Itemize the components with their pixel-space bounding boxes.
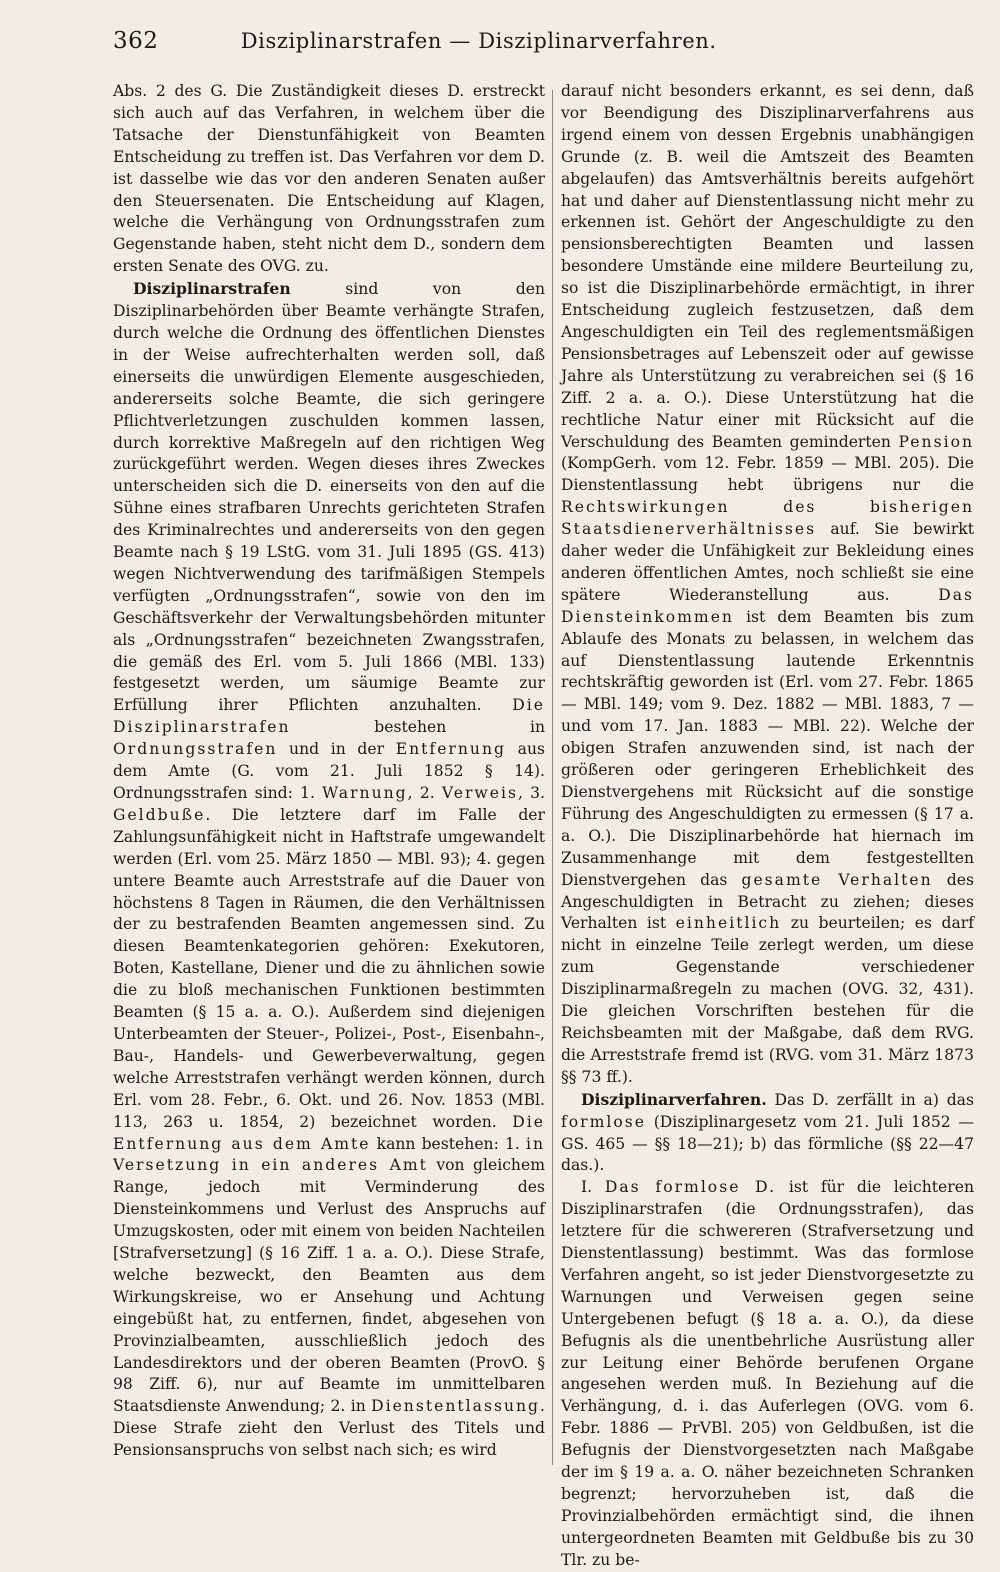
- lemma-disziplinarverfahren: Disziplinarverfahren.: [581, 1089, 767, 1109]
- left-column: [113, 81, 545, 1462]
- page-header: [113, 28, 765, 64]
- paragraph-continuation: Abs. 2 des G. Die Zuständigkeit dieses D. erstreckt sich auch auf das Verfahren, in welchem über die Tatsache der Dienstunfähigkeit von Beamten Entscheidung zu treffen ist. Das Verfahren vor dem D. ist dasselbe wie das vor den anderen Senaten außer den Steuersenaten. Die Entscheidung auf Klagen, welche die Verhängung von Ordnungsstrafen zum Gegenstande haben, steht nicht dem D., sondern dem ersten Senate des OVG. zu.: [113, 82, 545, 276]
- page-number: 362: [113, 28, 159, 54]
- paragraph-continuation-right: darauf nicht besonders erkannt, es sei denn, daß vor Beendigung des Disziplinarverfahrens aus irgend einem von dessen Ergebnis unabhängigen Grunde (z. B. weil die Amtszeit des Beamten abgelaufen) das Amtsverhältnis bereits aufgehört hat und daher auf Dienstentlassung nicht mehr zu erkennen ist. Gehört der Angeschuldigte zu den pensionsberechtigten Beamten und lassen besondere Umstände eine mildere Beurteilung zu, so ist die Disziplinarbehörde ermächtigt, in ihrer Entscheidung zugleich festzusetzen, daß dem Angeschuldigten ein Teil des reglementsmäßigen Pensionsbetrages auf Lebenszeit oder auf gewisse Jahre als Unterstützung zu verabreichen sei (§ 16 Ziff. 2 a. a. O.). Diese Unterstützung hat die rechtliche Natur einer mit Rücksicht auf die Verschuldung des Beamten geminderten Pension (KompGerh. vom 12. Febr. 1859 — MBl. 205). Die Dienstentlassung hebt übrigens nur die Rechtswirkungen des bisherigen Staatsdienerverhältnisses auf. Sie bewirkt daher weder die Unfähigkeit zur Bekleidung eines anderen öffentlichen Amtes, noch schließt sie eine spätere Wiederanstellung aus. Das Diensteinkommen ist dem Beamten bis zum Ablaufe des Monats zu belassen, in welchem das auf Dienstentlassung lautende Erkenntnis rechtskräftig geworden ist (Erl. vom 27. Febr. 1865 — MBl. 149; vom 9. Dez. 1882 — MBl. 1883, 7 — und vom 17. Jan. 1883 — MBl. 22). Welche der obigen Strafen anzuwenden sind, ist nach der größeren oder geringeren Erheblichkeit des Dienstvergehens mit Rücksicht auf die sonstige Führung des Angeschuldigten zu ermessen (§ 17 a. a. O.). Die Disziplinarbehörde hat hiernach im Zusammenhange mit dem festgestellten Dienstvergehen das gesamte Verhalten des Angeschuldigten in Betracht zu ziehen; dieses Verhalten ist einheitlich zu beurteilen; es darf nicht in einzelne Teile zerlegt werden, um diese zum Gegenstande verschiedener Disziplinarmaßregeln zu machen (OVG. 32, 431). Die gleichen Vorschriften bestehen für die Reichsbeamten mit der Maßgabe, daß dem RVG. die Arreststrafe fremd ist (RVG. vom 31. März 1873 §§ 73 ff.).: [561, 82, 975, 1086]
- paragraph-disziplinarstrafen: Disziplinarstrafen sind von den Disziplinarbehörden über Beamte verhängte Strafen, durch welche die Ordnung des öffentlichen Dienstes in der Weise aufrechterhalten werden soll, daß einerseits die unwürdigen Elemente ausgeschieden, andererseits solche Beamte, die sich geringere Pflichtverletzungen zuschulden kommen lassen, durch korrektive Maßregeln auf den richtigen Weg zurückgeführt werden. Wegen dieses ihres Zweckes unterscheiden sich die D. einerseits von den auf die Sühne eines strafbaren Unrechts gerichteten Strafen des Kriminalrechtes und andererseits von den gegen Beamte nach § 19 LStG. vom 31. Juli 1895 (GS. 413) wegen Nichtverwendung des tarifmäßigen Stempels verfügten „Ordnungsstrafen“, sowie von den im Geschäftsverkehr der Verwaltungsbehörden mitunter als „Ordnungsstrafen“ bezeichneten Zwangsstrafen, die gemäß des Erl. vom 5. Juli 1866 (MBl. 133) festgesetzt werden, um säumige Beamte zur Erfüllung ihrer Pflichten anzuhalten. Die Disziplinarstrafen bestehen in Ordnungsstrafen und in der Entfernung aus dem Amte (G. vom 21. Juli 1852 § 14). Ordnungsstrafen sind: 1. Warnung, 2. Verweis, 3. Geldbuße. Die letztere darf im Falle der Zahlungsunfähigkeit nicht in Haftstrafe umgewandelt werden (Erl. vom 25. März 1850 — MBl. 93); 4. gegen untere Beamte auch Arreststrafe auf die Dauer von höchstens 8 Tagen in Räumen, die den Verhältnissen der zu bestrafenden Beamten angemessen sind. Zu diesen Beamtenkategorien gehören: Exekutoren, Boten, Kastellane, Diener und die zu ähnlichen sowie die zu bloß mechanischen Funktionen bestimmten Beamten (§ 15 a. a. O.). Außerdem sind diejenigen Unterbeamten der Steuer-, Polizei-, Post-, Eisenbahn-, Bau-, Handels- und Gewerbeverwaltung, gegen welche Arreststrafen verhängt werden können, durch Erl. vom 28. Febr., 6. Okt. und 26. Nov. 1853 (MBl. 113, 263 u. 1854, 2) bezeichnet worden. Die Entfernung aus dem Amte kann bestehen: 1. in Versetzung in ein anderes Amt von gleichem Range, jedoch mit Verminderung des Diensteinkommens und Verlust des Anspruchs auf Umzugskosten, oder mit einem von beiden Nachteilen [Strafversetzung] (§ 16 Ziff. 1 a. a. O.). Diese Strafe, welche bezweckt, den Beamten aus dem Wirkungskreise, wo er Ansehung und Achtung eingebüßt hat, zu entfernen, findet, abgesehen von Provinzialbeamten, ausschließlich jedoch des Landesdirektors und der oberen Beamten (ProvO. § 98 Ziff. 6), nur auf Beamte im unmittelbaren Staatsdienste Anwendung; 2. in Dienstentlassung. Diese Strafe zieht den Verlust des Titels und Pensionsanspruchs von selbst nach sich; es wird: [113, 279, 545, 1460]
- paragraph-formlose-verfahren: I. Das formlose D. ist für die leichteren Disziplinarstrafen (die Ordnungsstrafen), das letztere für die schwereren (Strafversetzung und Dienstentlassung) bestimmt. Was das formlose Verfahren angeht, so ist jeder Dienstvorgesetzte zu Warnungen und Verweisen gegen seine Untergebenen befugt (§ 18 a. a. O.), da diese Befugnis als die unentbehrliche Ausrüstung aller zur Leitung einer Behörde berufenen Organe angesehen werden muß. In Beziehung auf die Verhängung, d. i. das Auferlegen (OVG. vom 6. Febr. 1886 — PrVBl. 205) von Geldbußen, ist die Befugnis der Dienstvorgesetzten nach Maßgabe der im § 19 a. a. O. näher bezeichneten Schranken begrenzt; hervorzuheben ist, daß die Provinzialbehörden ermächtigt sind, die ihnen untergeordneten Beamten mit Geldbuße bis zu 30 Tlr. zu be-: [561, 1178, 975, 1569]
- lemma-disziplinarstrafen: Disziplinarstrafen: [133, 279, 291, 299]
- column-divider: [552, 90, 553, 1465]
- right-column: [561, 81, 974, 1572]
- running-head: Disziplinarstrafen — Disziplinarverfahren.: [240, 29, 717, 53]
- paragraph-disziplinarverfahren: Disziplinarverfahren. Das D. zerfällt in a) das formlose (Disziplinargesetz vom 21. Juli 1852 — GS. 465 — §§ 18—21); b) das förmliche (§§ 22—47 das.).: [561, 1089, 974, 1175]
